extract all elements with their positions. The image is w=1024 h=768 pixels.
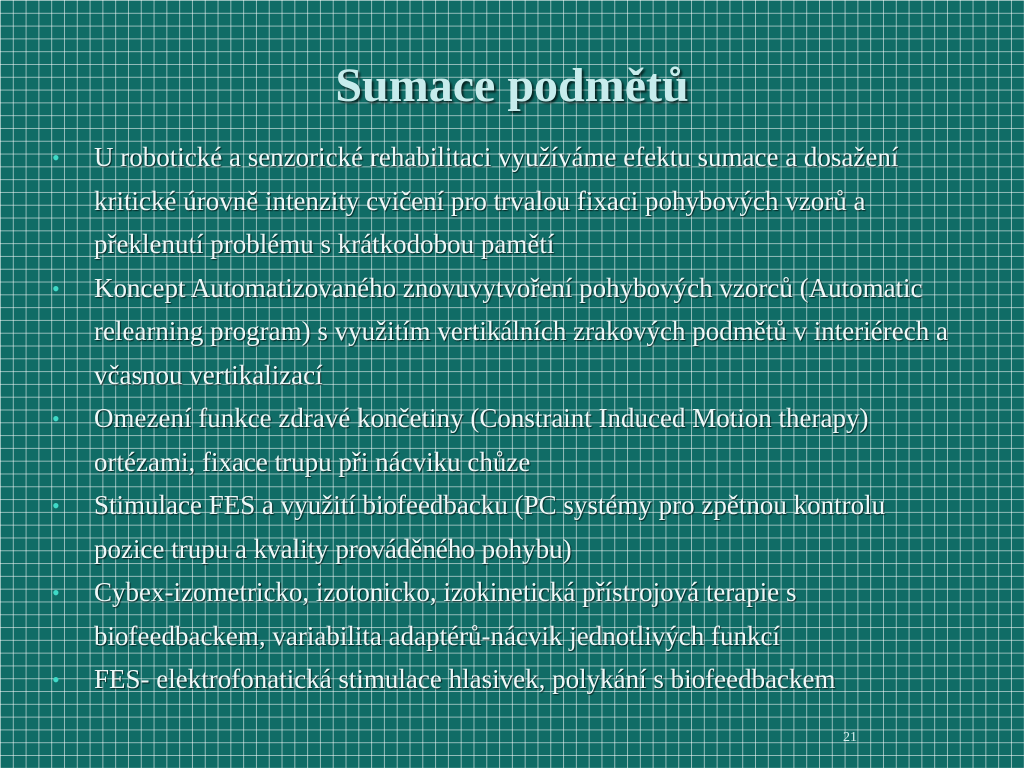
bullet-item-4 <box>52 484 962 571</box>
bullet-icon: • <box>52 580 60 605</box>
page-number: 21 <box>843 730 857 745</box>
bullet-icon: • <box>52 493 60 518</box>
bullet-text: U robotické a senzorické rehabilitaci využíváme efektu sumace a dosažení kritické úrovně intenzity cvičení pro trvalou fixaci pohybových vzorů a překlenutí problému s krátkodobou pamětí <box>94 142 899 259</box>
bullet-item-1 <box>52 136 962 267</box>
bullet-item-3 <box>52 397 962 484</box>
bullet-list <box>52 136 962 702</box>
bullet-text: Stimulace FES a využití biofeedbacku (PC systémy pro zpětnou kontrolu pozice trupu a kvality prováděného pohybu) <box>94 490 886 564</box>
bullet-text: Koncept Automatizovaného znovuvytvoření pohybových vzorců (Automatic relearning program) s využitím vertikálních zrakových podmětů v interiérech a včasnou vertikalizací <box>94 272 948 390</box>
bullet-item-2 <box>52 267 962 398</box>
bullet-text: FES- elektrofonatická stimulace hlasivek, polykání s biofeedbackem <box>94 664 836 694</box>
slide-title: Sumace podmětů <box>335 59 689 112</box>
bullet-text: Cybex-izometricko, izotonicko, izokinetická přístrojová terapie s biofeedbackem, variabilita adaptérů-nácvik jednotlivých funkcí <box>94 577 797 651</box>
bullet-text: Omezení funkce zdravé končetiny (Constraint Induced Motion therapy) ortézami, fixace trupu při nácviku chůze <box>94 403 869 477</box>
bullet-icon: • <box>52 667 60 692</box>
bullet-item-5 <box>52 571 962 658</box>
bullet-icon: • <box>52 275 60 301</box>
bullet-icon: • <box>52 145 60 170</box>
bullet-icon: • <box>52 406 60 431</box>
bullet-item-6 <box>52 658 962 702</box>
